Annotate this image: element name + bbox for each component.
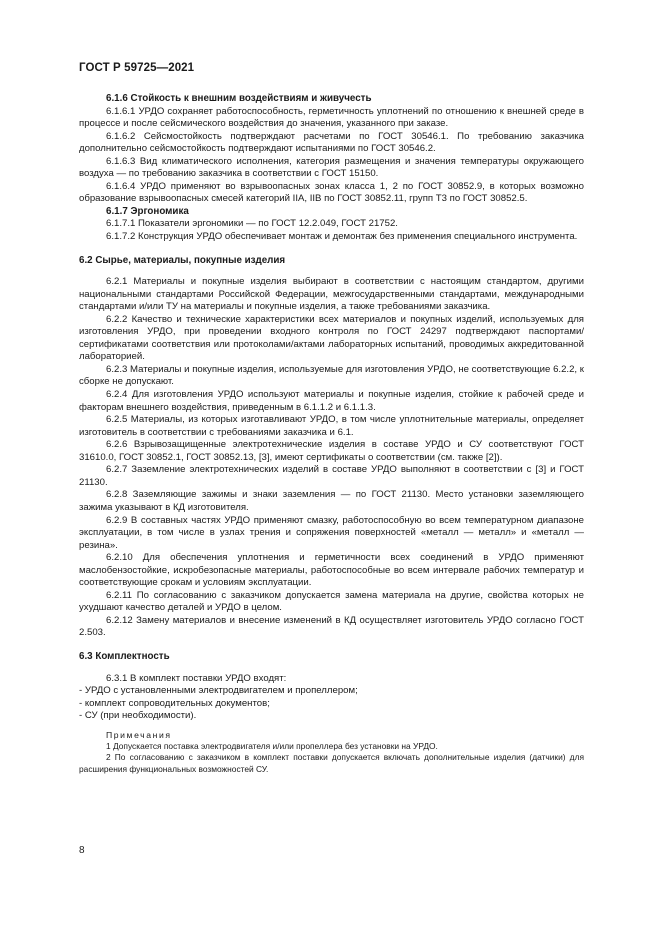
paragraph-6-2-2: 6.2.2 Качество и технические характеристики всех материалов и покупных изделий, используемых для изготовления УРДО, при проведении входного контроля по ГОСТ 24297 подтверждают паспортами/сертификатами соответствия или протоколами/актами лабораторных испытаний, проводимых аккредитованной лабораторией. [79,313,584,363]
paragraph-6-2-12: 6.2.12 Замену материалов и внесение изменений в КД осуществляет изготовитель УРДО согласно ГОСТ 2.503. [79,614,584,639]
paragraph-6-1-6-2: 6.1.6.2 Сейсмостойкость подтверждают расчетами по ГОСТ 30546.1. По требованию заказчика дополнительно сейсмостойкость подтверждают испытаниями по ГОСТ 30546.2. [79,130,584,155]
paragraph-6-2-10: 6.2.10 Для обеспечения уплотнения и герметичности всех соединений в УРДО применяют маслобензостойкие, искробезопасные материалы, работоспособные во всем интервале рабочих температур и соответствующие срокам и условиям эксплуатации. [79,552,584,589]
paragraph-6-1-7-2: 6.1.7.2 Конструкция УРДО обеспечивает монтаж и демонтаж без применения специального инструмента. [106,231,578,243]
paragraph-6-1-6-3: 6.1.6.3 Вид климатического исполнения, категория размещения и значения температуры окружающего воздуха — по требованию заказчика в соответствии с ГОСТ 15150. [79,155,584,180]
paragraph-6-3-1: 6.3.1 В комплект поставки УРДО входят: [106,672,287,684]
paragraph-6-2-3: 6.2.3 Материалы и покупные изделия, используемые для изготовления УРДО, не соответствующие 6.2.2, к сборке не допускают. [79,363,584,388]
note-item: 2 По согласованию с заказчиком в комплект поставки допускается включать дополнительные изделия (датчики) для расширения функциональных возможностей СУ. [79,752,584,774]
list-item: - УРДО с установленными электродвигателем и пропеллером; [79,685,358,697]
paragraph-6-2-5: 6.2.5 Материалы, из которых изготавливают УРДО, в том числе уплотнительные материалы, определяет изготовитель в соответствии с требованиями заказчика и 6.1. [79,414,584,438]
section-heading-6-3: 6.3 Комплектность [79,650,170,662]
paragraph-6-2-11: 6.2.11 По согласованию с заказчиком допускается замена материала на другие, свойства которых не ухудшают качество деталей и УРДО в целом. [79,589,584,614]
page-number: 8 [79,845,85,856]
document-header: ГОСТ Р 59725—2021 [79,62,195,74]
section-heading-6-2: 6.2 Сырье, материалы, покупные изделия [79,254,286,266]
paragraph-6-2-8: 6.2.8 Заземляющие зажимы и знаки заземления — по ГОСТ 21130. Место установки заземляющего зажима указывают в КД изготовителя. [79,489,584,513]
paragraph-6-1-6-4: 6.1.6.4 УРДО применяют во взрывоопасных зонах класса 1, 2 по ГОСТ 30852.9, в которых возможно образование взрывоопасных смесей категорий IIА, IIВ по ГОСТ 30852.11, групп Т3 по ГОСТ 30852.5. [79,180,584,205]
section-heading-6-1-7: 6.1.7 Эргономика [106,205,189,217]
note-item: 1 Допускается поставка электродвигателя и/или пропеллера без установки на УРДО. [106,741,438,752]
paragraph-6-1-7-1: 6.1.7.1 Показатели эргономики — по ГОСТ 12.2.049, ГОСТ 21752. [106,218,398,230]
paragraph-6-1-6-1: 6.1.6.1 УРДО сохраняет работоспособность, герметичность уплотнений по отношению к внешней среде в процессе и после сейсмического воздействия до значения, указанного при заказе. [79,105,584,130]
list-item: - СУ (при необходимости). [79,710,197,722]
notes-title: Примечания [106,729,172,740]
paragraph-6-2-1: 6.2.1 Материалы и покупные изделия выбирают в соответствии с настоящим стандартом, другими национальными стандартами Российской Федерации, межгосударственными стандартами, международными стандартами и/или ТУ на материалы и покупные изделия, а также требованиями заказчика. [79,276,584,313]
page-content [79,93,584,775]
paragraph-6-2-6: 6.2.6 Взрывозащищенные электротехнические изделия в составе УРДО и СУ соответствуют ГОСТ 31610.0, ГОСТ 30852.1, ГОСТ 30852.13, [3], имеют сертификаты о соответствии (см. также [2]). [79,439,584,463]
list-item: - комплект сопроводительных документов; [79,697,270,709]
section-heading-6-1-6: 6.1.6 Стойкость к внешним воздействиям и живучесть [106,93,372,104]
paragraph-6-2-4: 6.2.4 Для изготовления УРДО используют материалы и покупные изделия, стойкие к рабочей среде и факторам внешнего воздействия, приведенным в 6.1.1.2 и 6.1.1.3. [79,389,584,413]
paragraph-6-2-9: 6.2.9 В составных частях УРДО применяют смазку, работоспособную во всем температурном диапазоне эксплуатации, в том числе в узлах трения и сопряжения поверхностей «металл — металл» и «металл — резина». [79,514,584,551]
paragraph-6-2-7: 6.2.7 Заземление электротехнических изделий в составе УРДО выполняют в соответствии с [3] и ГОСТ 21130. [79,464,584,488]
